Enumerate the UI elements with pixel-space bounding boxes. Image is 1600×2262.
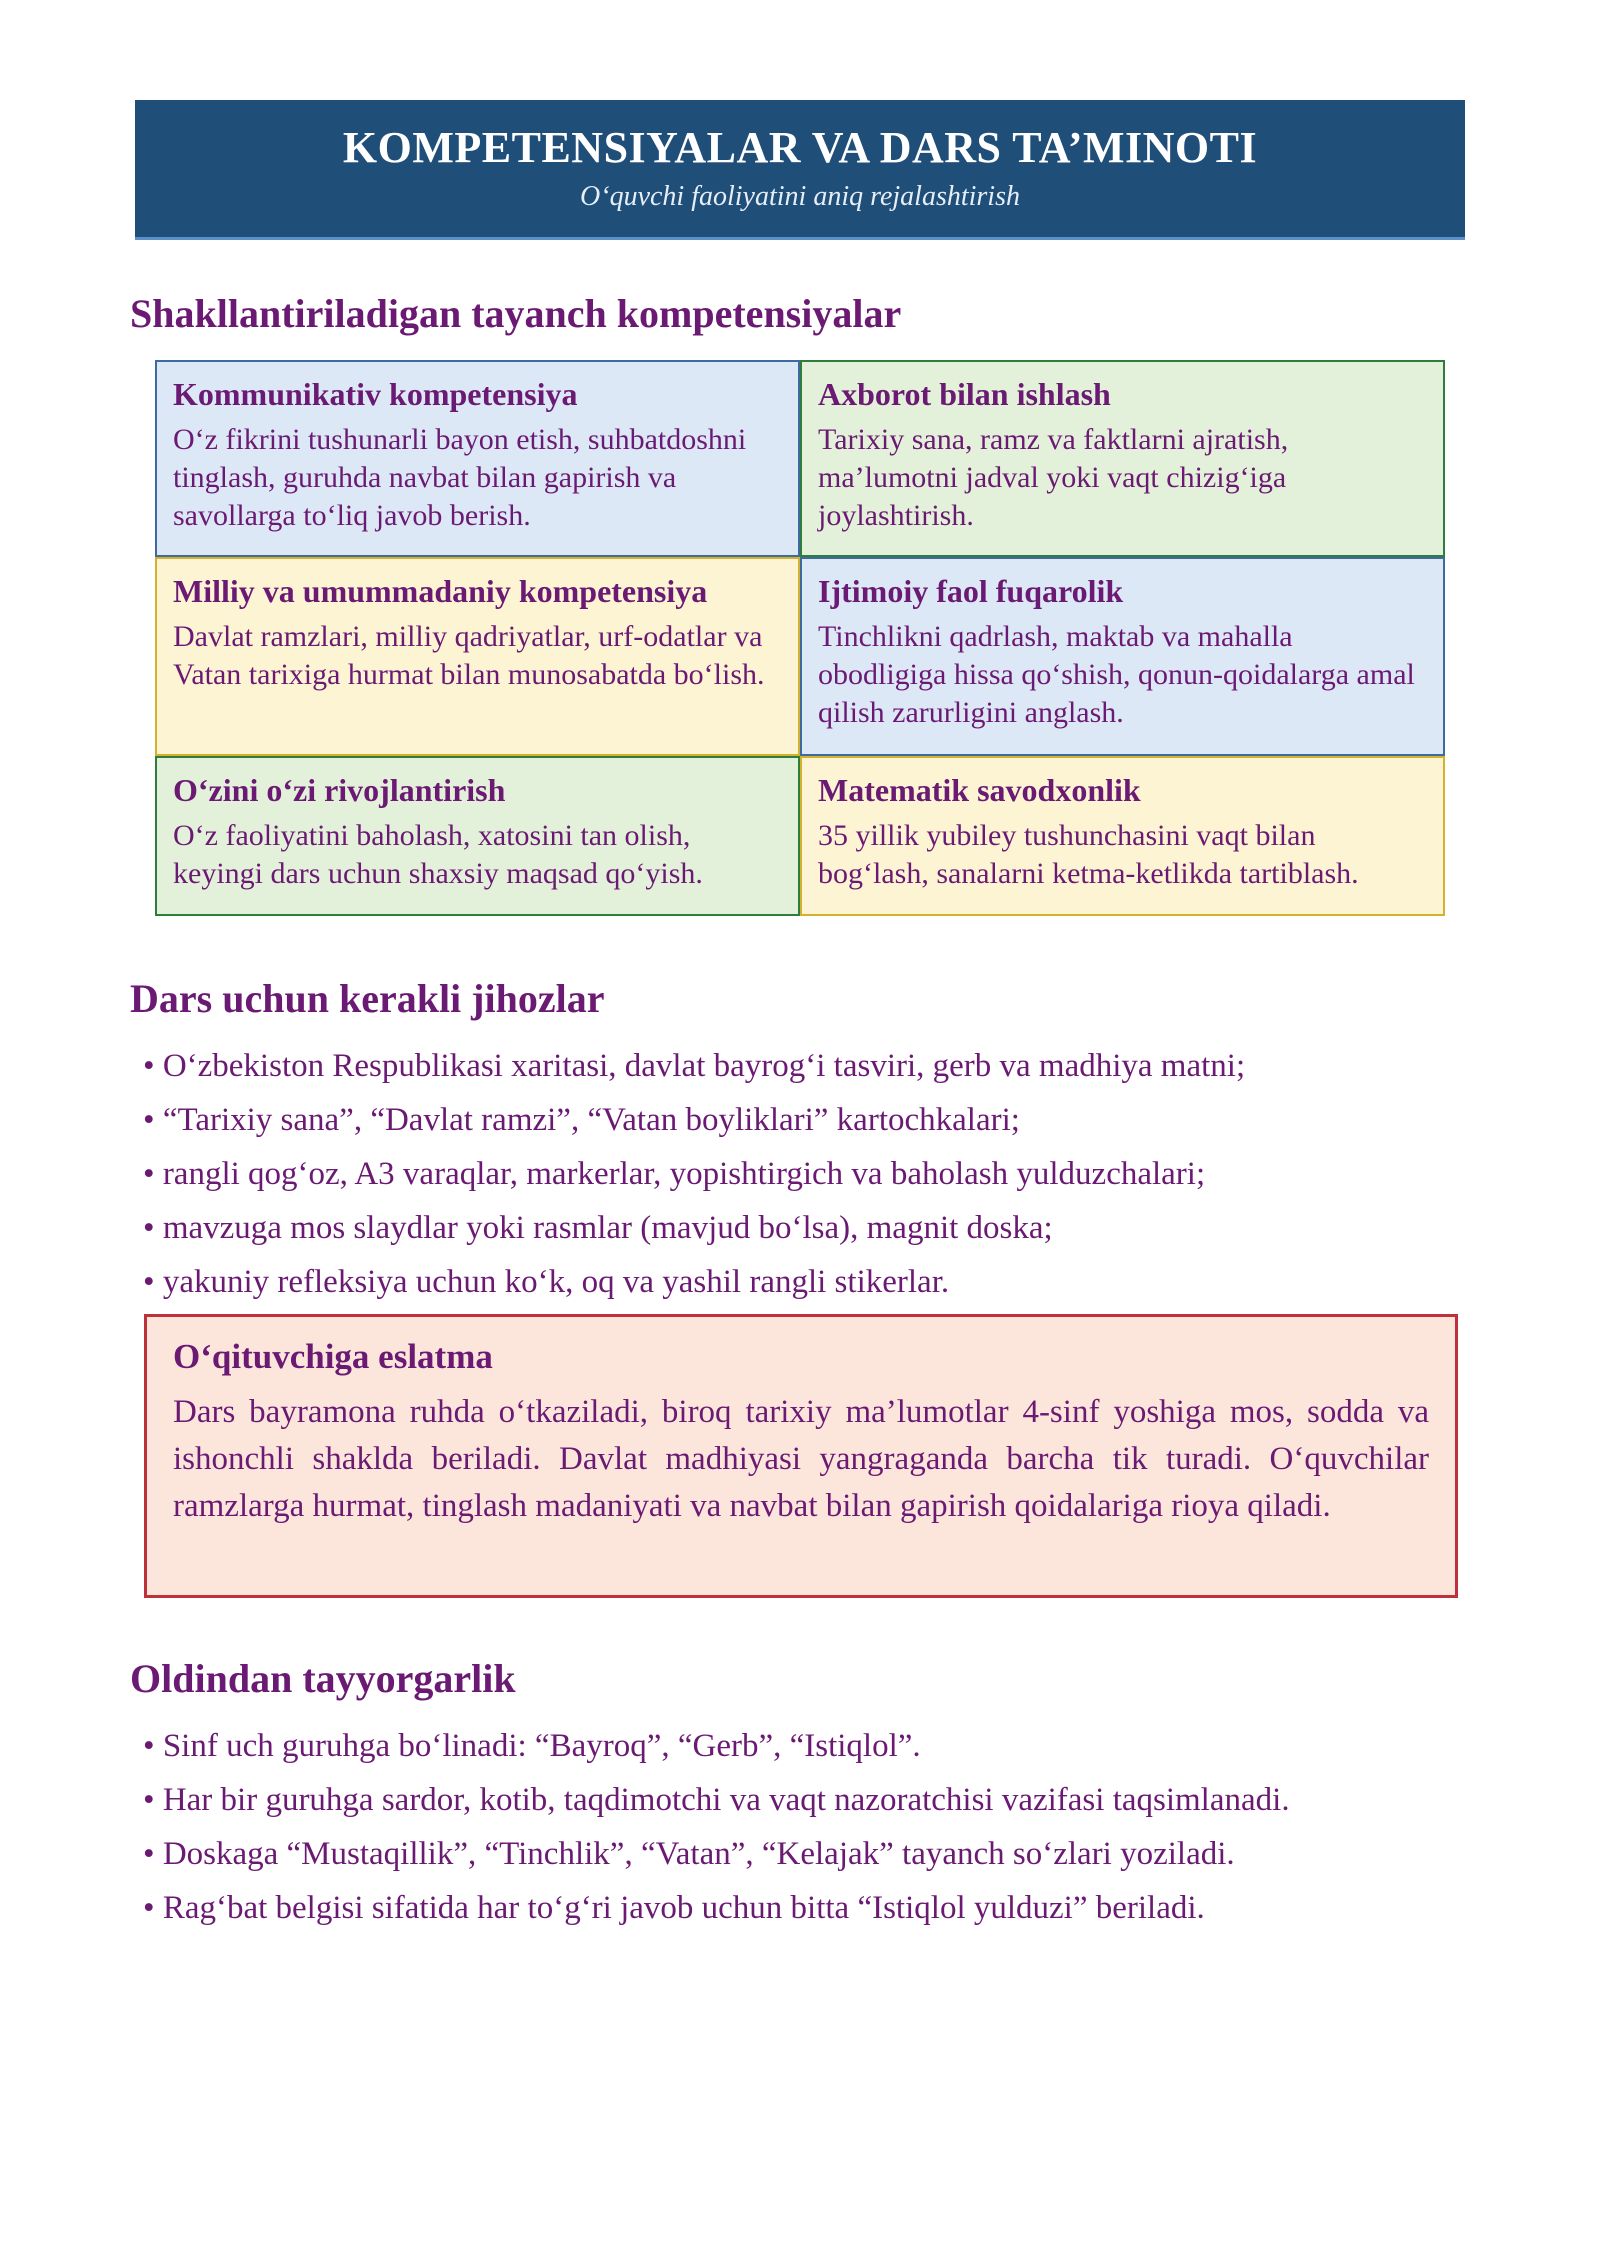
list-item: • Rag‘bat belgisi sifatida har to‘g‘ri javob uchun bitta “Istiqlol yulduzi” beriladi. xyxy=(143,1881,1290,1935)
competency-card xyxy=(800,360,1445,557)
page-subtitle: O‘quvchi faoliyatini aniq rejalashtirish xyxy=(580,181,1020,212)
teacher-note-box xyxy=(144,1314,1458,1598)
competency-card xyxy=(800,557,1445,756)
competency-text: Tinchlikni qadrlash, maktab va mahalla obodligiga hissa qo‘shish, qonun-qoidalarga amal qilish zarurligini anglash. xyxy=(818,620,1415,729)
competency-title: Matematik savodxonlik xyxy=(818,772,1141,808)
competency-text: O‘z fikrini tushunarli bayon etish, suhbatdoshni tinglash, guruhda navbat bilan gapirish va savollarga to‘liq javob berish. xyxy=(173,423,747,532)
competency-card xyxy=(155,756,800,916)
competency-title: Milliy va umummadaniy kompetensiya xyxy=(173,573,708,609)
preparation-heading: Oldindan tayyorgarlik xyxy=(130,1656,516,1701)
list-item: • Sinf uch guruhga bo‘linadi: “Bayroq”, “Gerb”, “Istiqlol”. xyxy=(143,1719,1290,1773)
competency-card xyxy=(800,756,1445,916)
list-item: • mavzuga mos slaydlar yoki rasmlar (mavjud bo‘lsa), magnit doska; xyxy=(143,1201,1245,1255)
list-item: • Har bir guruhga sardor, kotib, taqdimotchi va vaqt nazoratchisi vazifasi taqsimlanadi. xyxy=(143,1773,1290,1827)
list-item: • rangli qog‘oz, A3 varaqlar, markerlar, yopishtirgich va baholash yulduzchalari; xyxy=(143,1147,1245,1201)
equipment-heading: Dars uchun kerakli jihozlar xyxy=(130,976,605,1021)
title-banner xyxy=(135,100,1465,240)
competency-card xyxy=(155,360,800,557)
competency-card xyxy=(155,557,800,756)
competency-title: Kommunikativ kompetensiya xyxy=(173,376,578,412)
competency-text: O‘z faoliyatini baholash, xatosini tan olish, keyingi dars uchun shaxsiy maqsad qo‘yish. xyxy=(173,819,703,890)
competency-title: Ijtimoiy faol fuqarolik xyxy=(818,573,1124,609)
page-title: KOMPETENSIYALAR VA DARS TA’MINOTI xyxy=(342,123,1258,172)
competency-text: Tarixiy sana, ramz va faktlarni ajratish, ma’lumotni jadval yoki vaqt chizig‘iga joylashtirish. xyxy=(818,423,1289,532)
preparation-list xyxy=(143,1719,1290,1935)
note-text: Dars bayramona ruhda o‘tkaziladi, biroq tarixiy ma’lumotlar 4-sinf yoshiga mos, sodda va ishonchli shaklda beriladi. Davlat madhiyasi yangraganda barcha tik turadi. O‘quvchilar ramzlarga hurmat, tinglash madaniyati va navbat bilan gapirish qoidalariga rioya qiladi. xyxy=(173,1394,1429,1524)
competencies-heading: Shakllantiriladigan tayanch kompetensiyalar xyxy=(130,291,902,336)
equipment-list xyxy=(143,1039,1245,1309)
competency-text: 35 yillik yubiley tushunchasini vaqt bilan bog‘lash, sanalarni ketma-ketlikda tartiblash. xyxy=(818,819,1359,890)
note-title: O‘qituvchiga eslatma xyxy=(173,1337,493,1376)
list-item: • O‘zbekiston Respublikasi xaritasi, davlat bayrog‘i tasviri, gerb va madhiya matni; xyxy=(143,1039,1245,1093)
competency-text: Davlat ramzlari, milliy qadriyatlar, urf-odatlar va Vatan tarixiga hurmat bilan munosabatda bo‘lish. xyxy=(173,620,765,691)
competencies-grid xyxy=(155,360,1445,916)
list-item: • Doskaga “Mustaqillik”, “Tinchlik”, “Vatan”, “Kelajak” tayanch so‘zlari yoziladi. xyxy=(143,1827,1290,1881)
list-item: • “Tarixiy sana”, “Davlat ramzi”, “Vatan boyliklari” kartochkalari; xyxy=(143,1093,1245,1147)
competency-title: O‘zini o‘zi rivojlantirish xyxy=(173,772,506,808)
list-item: • yakuniy refleksiya uchun ko‘k, oq va yashil rangli stikerlar. xyxy=(143,1255,1245,1309)
competency-title: Axborot bilan ishlash xyxy=(818,376,1111,412)
